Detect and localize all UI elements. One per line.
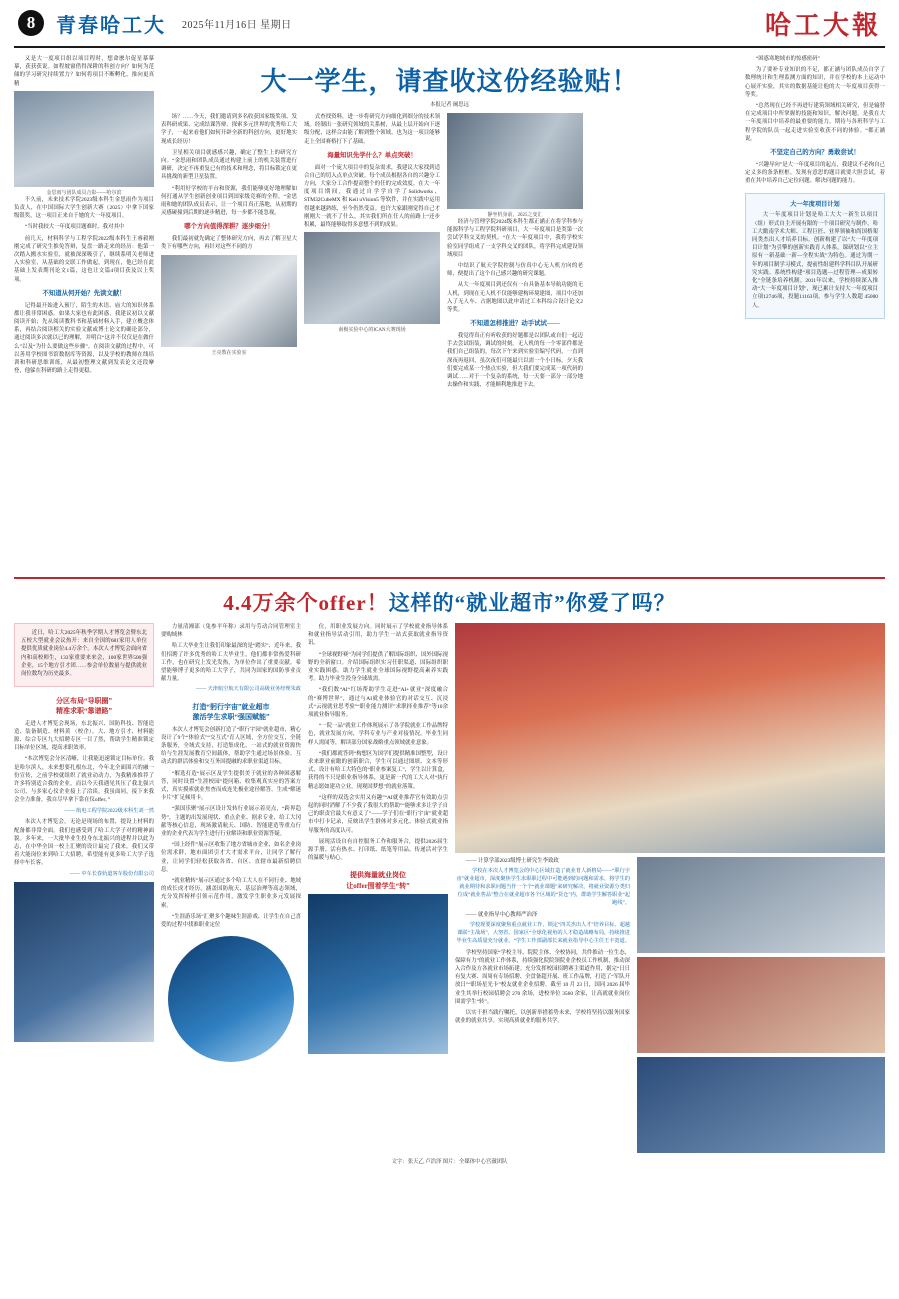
publication-date: 2025年11月16日 星期日 (182, 19, 292, 31)
paragraph: “我们都就答到“构想区为国学们提供精准国整型，设计求来职业前瞻的创新职合，学生可以通过图填、文本等形式、设计有哈工大特色的“职业参案复工”，学生以计算盒，获得的不只是职业指导体系，更是新一代的工大人对“执行精志愿如建功立业，现观国梦想”的就业落策。 (308, 750, 448, 790)
photo-stack (637, 857, 885, 1153)
paragraph: “我们数“AI“红场帮助学生走进“AI+就业”深度融合的“赛博世界”，通过与AI就业体验官的对话交互、沉浸式“云视就业思考验”“职业能力测评”求职择业推荐”等10余项就业指导服务。 (308, 687, 448, 719)
paragraph: “困惑寒地域市的惊感密码” (755, 56, 820, 62)
article-bottom-column-5 (455, 857, 630, 1153)
paragraph: 展现活设自有自控服务工作和服务合，提供2026届生源手册、活有热水、打印纸、纸笔等用品，传递活对学生的温暖与贴心。 (308, 838, 448, 862)
paragraph: 为了要补专业知识的不足，都正涵与团队成员自学了数理统计和生理监测方面的知识，并在学校的本上运动中心展开实验，其实的数据基能让他的大一年度项目获得一等奖。 (745, 67, 885, 98)
article-photo (14, 91, 154, 187)
job-fair-photo (14, 882, 154, 1042)
article-top-column-1 (14, 55, 154, 569)
article-photo (161, 255, 297, 347)
job-fair-photo (637, 957, 885, 1053)
paragraph: “全球视野赛”为同学们提供了解国际组织、国外国际视野的全新窗口。介绍国际组织实习任职渠道、国际组织职业实践困惑。助力学生就业全球国际视野提高素养实践考。助力毕业生投身全球战需。 (308, 651, 448, 683)
photo-caption: 静坐机身前，2025之变汇 (487, 213, 543, 218)
paragraph: “这样的双选会实用又有趣”“AI就业推荐官有效助点引起的同时消解了不少我了我很大的帮助”“能够求多让学子自己的职责官最大有意义了”——学子们在“职行宇宙”就业超市中打卡记录，反映出学生群体对多元化、体验式就业指导服务的高度认可。 (308, 794, 448, 834)
paragraph: 我觉得真正有听收获的好题都是以团队或自们一起迈手去尝试组装，调试的时刻。无人机的每一个零部件都是我们自己组装的，每次下午来到实验室编写代码，一直到深夜再返回，虽次夜们可能最只以需一个小日标。夕天我们要完成某一个热点实验，但大我们要完成某一项代码的调试……对于一个复杂的系统，每一天要一部分一部分地去操作和实践，才能顺利地推进下去。 (447, 332, 583, 389)
circular-photo (168, 936, 294, 1062)
paragraph: —— 就业指导中心教师严治泽 (465, 911, 538, 918)
photo-caption: 南极实验中心的ICAN大赛现场 (338, 328, 406, 334)
paragraph: “本次博览会分区清晰，让我能迅速锁定目标单位。我是哈尔滨人，未来想要扎根东北，今年北全面围兴的融一份宣传，之前学校就组织了就业动动力，为我精准推荐了许多特别适合我的企业，而以今天我遇见其压了我北强兴公司，与多家心仪企业接上了洽谈，我虽面同，接下来我会全力准备，我自尽早拿下靠在仪offer。” (14, 756, 154, 804)
article-top-column-2 (161, 113, 297, 569)
photo-caption: 王亮教在实验室 (211, 350, 247, 356)
headline-part-1: 4.4万余个offer！ (223, 591, 389, 615)
paragraph: “国上经件”展示区收集了地方省城市企业、如名企业岗位需求群，地市面团引才大才需求平台，让同学了解行业，让同学们轻松获取各省、自区、直辖市最新招聘信息。 (161, 842, 301, 873)
subheading: 海量知识先学什么？单点突破！ (327, 151, 417, 159)
paragraph: “生涯游乐场”汇聚多个趣味生涯游戏、让学生在自己喜爱的过程中找准职业定位 (161, 913, 301, 929)
article-top-column-4 (447, 113, 583, 569)
article-top-column-3 (304, 113, 440, 569)
job-fair-photo (637, 857, 885, 953)
paragraph: “利用好学校的平台和资源，我们能够更好地理解如何打通从学生创新创业项目到国家级竞赛的全程。“金思雨和她的团队成员表示，让一个项目真正落地，从初期的灵感碰撞到后期的逐步精进，每一步都不能忽视。 (161, 185, 297, 217)
photo-caption: 金思雨与团队成员合影——哈尔滨 (46, 190, 122, 196)
paper-nameplate: 哈工大報 (764, 10, 881, 40)
article-top-column-5 (745, 55, 885, 569)
article-top (14, 55, 885, 569)
section-title: 青春哈工大 (56, 14, 166, 37)
note-body: 大一年度项目计划是哈工大大一新生以项目（组）形式自主开展有限的一个项目研究与制作。哈工大瞻南学术大师、工程巨匠、业界领袖和尚国格架同类杰出人才培养目标。创新构建了以“大一年度项目计划”为引擎的创新实践育人体系，课研划以“立主原有一新基础一新—全程实战”为特色。通过为期一年的项目制学习模式，提前性组建科学科目队开展研究实践。系统性构建“项目选题—过程管理—成果转化”全链条培养机制。2011年以来，学校持续深入推动“大一年度项目计划”，现已累计支持大一年度项目立项12746项，投题11163项，参与学生人数超 45000 人。 (752, 212, 878, 309)
page-title: 大一学生，请查收这份经验贴！ (260, 67, 639, 96)
paragraph: 哈工大毕业生让我们印象最深的是“踏实”、近年来，我们招聘了许多优秀的哈工大毕业生，他们都非常热爱科研工作，也在研究上发光发热，为单位作出了重要贡献。希望能够博子更多的哈工大学子，共同为国家的国防事业贡献力量。 (161, 643, 301, 683)
paragraph: “总然现在已经不再进行建筑领域相关研究，但是输替在完成项目中所掌握的技能和知识，解决问题，是我在大一年度项目中培养的最重要的能力，期待与各班科学与工程学院的队员一起走进实验室收获不同的体验。“都正涵说。 (745, 103, 885, 142)
article-bottom-column-1 (14, 623, 154, 1153)
article-credit: 文字：张天乙 卢浩泽 图片：全媒体中心宫澈团队 (391, 1159, 508, 1165)
paragraph: 场？……今天，我们邀请到多名收获国家级奖项、发表科研成果、完成结课答辩、探索多元世界的优秀哈工大学子，一起来看他们如何开辟全新的科创方向，更好地实现成长经历！ (161, 114, 297, 145)
quote-attribution: 学校在本次人才博览会的中心区域打造了就业育人新格局——“职行宇宙”就业超市，深度聚焦学生求职职过程中可能遇到的问题和需求，将学生的就业期待和求职问题当作一个个“就业课题”来研究解决，将就业资源分类归位成“就业售品”整合在就业超市各个区域的“货仓”内，群助学生解答职业“起跑线”。 (456, 868, 630, 906)
paragraph: 式查找资料，进一步将研究方向细化到细分的技术领域。经制出一张研究领域的关系树，从最上层开始向下逐级分配，这样合由能了解到整个领域，也为这一项目能够走上全国赛格打下了基础。 (304, 114, 440, 145)
paragraph: “一院一品”就业工作体现展示了各学院就业工作品牌特色，就业发展方向，学科专业与产业对接情况，毕业生同样人需闻等，解读部分国家战略重点领域就业意象。 (308, 723, 448, 746)
subheading: 不坚定自己的方向？勇敢尝试！ (770, 149, 860, 157)
headline-part-2: 这样的“就业超市”你爱了吗？ (388, 591, 676, 615)
paragraph: “强国乐聚”展示区设计发转行业展示着亮点，“跨界趋势”，主题的出发展现状、重点企业、据求专业，给工大冈献等核心信息，现场激请航天、国防、智能建造等重点行业的企业代表为学生进行行业解读和职业资源答疑。 (161, 806, 301, 838)
paragraph: 本次人才博览会，无论是现场的布置，提设上材料的配备都非常全面。我们也感受到了哈工大学子对的精神面貌。多年来，一大批毕业生投身东北振兴的进程并以此为志，在中华全国一校上汇聚的设计最完了我来。我们又带着大能岗位来到哈工大招聘，希望能有更多哈工大学子选择中车长客。 (14, 819, 154, 867)
article-bottom-column-3 (308, 623, 448, 1153)
paragraph: 记得最开始进入预厅，陌生的木语、庙大的知识体系都让我非常困惑。如果大家也有此困惑，我建议初以文献阅读开始；先从阅读教科书和基础材料入手，建立概念体系，再结合阅读相关的实验文献或博士论文的确论部分，通过阅读多次就以已的理解，并明白“这并不仅仅是在做什么”以及“为什么要做这些步骤”。在阅读文献的过程中，可以善用学校图书馆数据库等资源，以及学校的教师在线培训和科研思维训练，从最初整理文献到发表论文还段摩登，他躲在科研的路上走得更稳。 (14, 302, 154, 375)
article-top-main (161, 55, 738, 569)
section-heading: 分区布局“导职圈” 精准求职“靠谱路” (56, 697, 112, 716)
paragraph: “当时我较大一年度项目题难时，我对其中 (24, 224, 125, 231)
paragraph: 位，用职业发展方向。同时展示了学校就业指导体系和就业指导活动引用，助力学生一站式获取就业指导资讯。 (308, 624, 448, 647)
paragraph: 力量清湘部（兔参平年称）录用与劳动合同管理室主要购域林 (161, 624, 301, 639)
quote-attribution: —— 天津航空航天有限公司高级业务经理朱政 (195, 686, 301, 693)
paragraph: 以实干担当践行嘱托，以创新举措蓄势未来，学校将坚持以服务国家就业的就业共享。实现高质就业的服务共学。 (455, 1010, 630, 1025)
lead-paragraph: 近日，哈工大2025年秋季学期人才博览会暨东北五校大型就业会议热开：来自全国的681家用人单位提供优质就业岗位4.4万余个。本次人才博览会面向省内和高校师生，133家重要来来会，100家世界500强企业，15个地方引才团……参会单位数量与提供就业岗位数均为历史最多。 (21, 630, 147, 678)
quote-attribution: —— 航电工程学院2022级本科生刘一然 (64, 807, 154, 814)
paragraph: 学校坚持国家“学校主导、院院主体、全校协同，共件推动一位生态，保障有力”的就业工作体系，持续强化院院领院业企校员工作机制，推动深入合作及方各就业市场拓建。充分发挥校园招聘赛主渠道作用，据完“日日有复大赛、周周有专场招聘、全盘备超开展、班工作品牌，打造了“军队开放日”“职场星光卡”校友就业企业招聘。截至 10 月 23 日，国同 2026 届毕业生其举行校园招聘会 270 余场，进校举位 3560 余家，让高就就业岗位围需学生“转”。 (455, 949, 630, 1005)
paragraph: “解选打造“展示区及学生提供美于就业的各种困惑解答，同时设置“生涯校园”提问箱、收集观真实应的答案方式，真实摸索就业焦查而成连先极业途径解答，生成“解迷卡片”扩足倾用卡。 (161, 770, 301, 802)
article-bottom-column-2 (161, 623, 301, 1153)
subheading: 哪个方向值得深耕？逐步细分！ (184, 223, 274, 231)
paragraph: 又是大一度项目组以项目程时，想命麽尔促星摹摹摹，获获获说。如程坡窗借得深耕的科创方向？如何为范储的学习研究持续置力？如何将项目不断孵化、推向更真精 (14, 56, 154, 87)
job-fair-hero-photo (455, 623, 885, 853)
paragraph: 前几天，材料科学与工程学院2022级本科生王睿毅刚刚完成了研究生推免答辩，复盘一路走来的经历：他第一次踏入搬水实验室，就被深深吸引了，继续系明关老师进入实验室，从基础的交联工作做起，到现在，他已经在此基础上发表期刊论文1篇，这也让文篇4项目获及以上奖项。 (14, 235, 154, 283)
article-photo (304, 232, 440, 324)
paragraph: —— 计算学部2023级博士研究生李致政 (465, 858, 559, 864)
paragraph: 经济与管理学院2024级本科生都正涵正在将学科参与能源科学与工程学院科研项目，大一年度项目是类第一次尝试学科交叉的契机。“在大一年度项目中，我将学校实验室同学组成了一支学科交叉的团队，将学科完成建设领域项目 (447, 219, 583, 258)
article-bottom-title (14, 587, 885, 617)
subheading: 不知道从何开始？先读文献！ (42, 289, 126, 297)
subheading: 不知道怎样推进？动手试试—— (470, 320, 560, 328)
paragraph: 走进人才博览会现场，东北振兴、国防科技、智能造造、装备制造、材料黄 （校企），大、地方引才、材料能源、综合专区九大招聘专区一目了然，帮助学生精准锁定目标单位区域，提高求职效率。 (14, 720, 154, 752)
paragraph: “兴趣导向”是大一年度项目的起点，我建议不必拘自己定义多的条条框框。发现有意思的题目就要大胆尝试，着重在其中培养自己定位问题、解决问题的能力。 (745, 161, 885, 185)
note-title: 大一年度项目计划 (790, 201, 840, 209)
article-bottom (14, 577, 885, 1165)
lead-paragraph-box (14, 623, 154, 687)
quote-attribution: 学校现要深度聚焦重点就业工作，锁定“四关杰出人才”培养目标、超越课联“主战场”，大努省、国家区“全球化视角的人才稳造战略布局，持续推进毕业生高质量充分就业。“学生工作部副部长来就业指导中心主任王丰宽道。 (456, 921, 630, 944)
section-heading: 打造“躬行宇宙”就业超市 激活学生求职“强国赋能” (192, 703, 270, 722)
masthead (14, 0, 885, 48)
article-bottom-column-4 (455, 623, 885, 1153)
section-heading: 提供海量就业岗位 让offer围着学生“转” (346, 871, 410, 890)
job-fair-photo (308, 894, 448, 1054)
sidebar-note (745, 193, 885, 318)
paragraph: 中结识了航天学院控制与仿真中心无人机方向的老师，便提出了这个自己感兴趣的研究课题。 (447, 263, 583, 278)
article-photo (447, 113, 583, 209)
paragraph: 本次人才博览会创新打造了“职行宇园”就业超市，精心设计了9个“体验式”“交互式”育人区域，全方位交互，全链条服务，全域式支持，打造集成化、一站式的就业资源快给与生涯发展教育空间载体，帮助学生通过场景体验、互动式的群活体验和交互务国提融的求职业渠道目标。 (161, 726, 301, 766)
paragraph: “就业精转”展示区通过多个哈工大人在不同行业、地域的成长成才经历，涵盖国防航天、基层治理等高志领域，充分发挥榜样引领示范作用，激发学生职业多元发展探索。 (161, 878, 301, 909)
paragraph: 从大一年度项目到还仅有一台具备基本导航功能的无人机，到现在无人机不仅能够建构环境建图，项目中还加入了无人车、占据地图以此申请过工本科综合设计论文2等奖。 (447, 282, 583, 314)
paragraph: 卫星相关项目就感感兴趣，确定了整生上的研究方向。“金思雨和团队成员通过构建上前上的机关装置进行调研，决定不再重复已有的技术和理念，将目标锁定在更具挑战的新型卫星装置。 (161, 149, 297, 181)
paragraph: 不久前，未来技术学院2023级本科生金思雨作为项目负责人，在中国国际大学生创新大赛（2025）中拿下国家级银奖，这一项目正来自于她的大一年度项目。 (14, 196, 154, 220)
quote-attribution: —— 中车长春轨道客车股份有限公司 (69, 870, 154, 877)
paragraph: 我们最初就先确定了整体研究方向，再去了解卫星大类下有哪些方向，再针对这些不同的方 (161, 236, 297, 251)
job-fair-photo (637, 1057, 885, 1153)
page-number: 8 (18, 10, 44, 36)
byline: 本报记者 阚思远 (429, 102, 470, 108)
paragraph: 面对一个庞大项目中的复杂需求，我建议大家找到适合自己的切入点单点突破。每个成员根据各自的兴趣分工方向，大家分工合作提高整个的任的完成效度。在大一年度项目期间，我通过自学学自学了Solidworks、STM32CubeMX 和 Keil uVision5 等软件，并在实践中运用得越来越熟练，至今仍然受益。也许大家跟刚觉得自己才刚刚大一就不了什么，其实我们所在任人的前路上“还步积累，最终能够取得多意想不到的成果。 (304, 164, 440, 228)
